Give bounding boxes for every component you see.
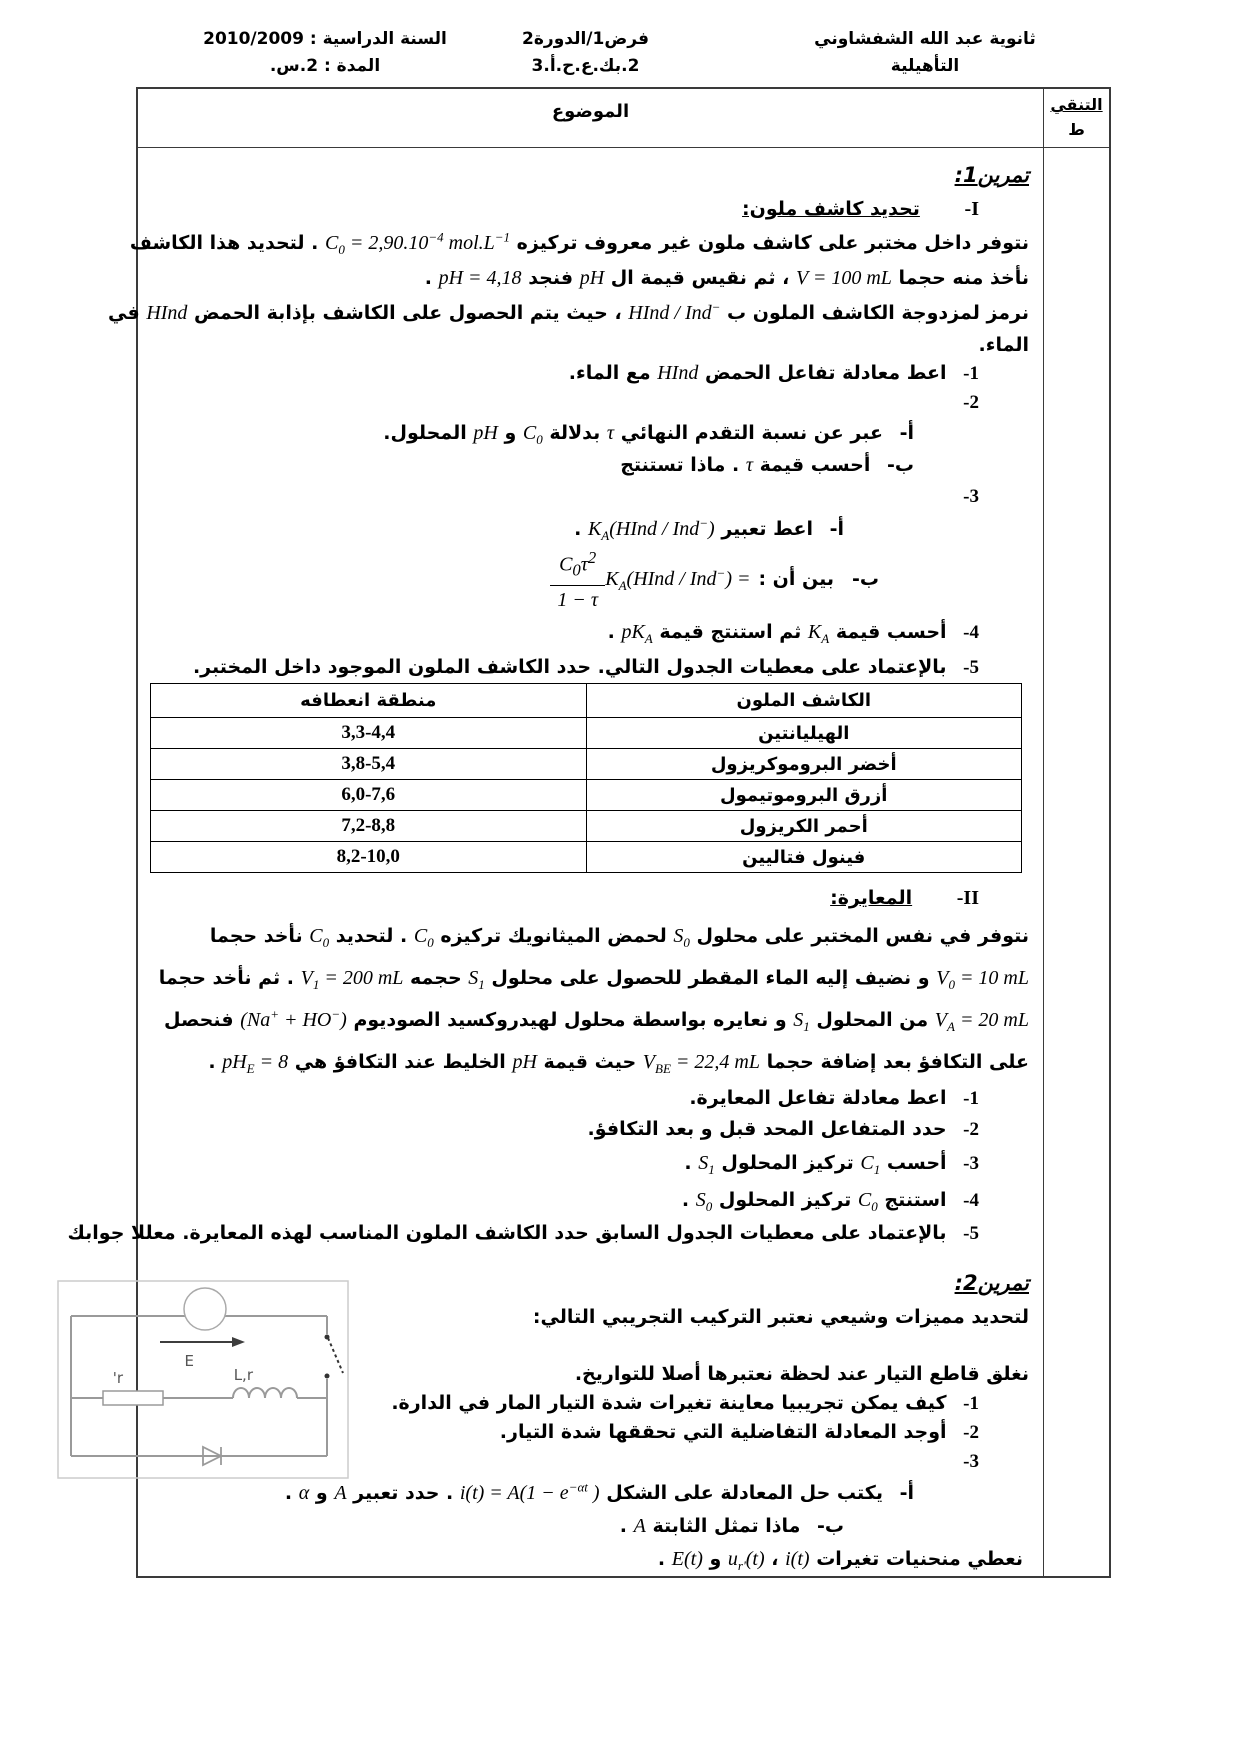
text: مع الماء. bbox=[568, 362, 651, 384]
ex1-question-2b bbox=[67, 449, 1029, 482]
math-ka-expression: $K_A(HInd / Ind^-)$ bbox=[587, 515, 715, 543]
item-marker: 3- bbox=[963, 1153, 979, 1174]
math-s1: $S_1$ bbox=[698, 1152, 715, 1177]
math-ph: pH bbox=[473, 422, 498, 444]
math-alpha: α bbox=[298, 1482, 310, 1504]
school-header bbox=[770, 26, 1080, 80]
text: فنحصل bbox=[164, 1009, 234, 1031]
ex1b-question-1 bbox=[67, 1083, 1029, 1114]
math-it: i(t) bbox=[785, 1548, 810, 1570]
text: . bbox=[681, 1189, 690, 1211]
frame-header-row bbox=[138, 89, 1109, 148]
ex1-paragraph-line2 bbox=[67, 261, 1029, 296]
section-II-title: المعايرة: bbox=[830, 887, 913, 909]
subitem-marker: ب- bbox=[817, 1515, 844, 1537]
subitem-marker: أ- bbox=[829, 518, 844, 540]
math-c0: $C_0$ bbox=[309, 925, 330, 950]
ex2-question-3b bbox=[67, 1510, 1029, 1542]
math-s0: $S_0$ bbox=[673, 925, 690, 950]
ex1b-paragraph-line3 bbox=[67, 999, 1029, 1041]
text: أحسب قيمة bbox=[835, 621, 947, 643]
table-row bbox=[151, 718, 1022, 749]
text: نتوفر في نفس المختبر على محلول bbox=[696, 925, 1029, 947]
indicator-name: الهيليانتين bbox=[586, 718, 1022, 749]
text: نرمز لمزدوجة الكاشف الملون ب bbox=[727, 302, 1029, 324]
ex2-paragraph-1: نغلق قاطع التيار عند لحظة نعتبرها أصلا للتواريخ. bbox=[574, 1363, 1029, 1385]
text: الخليط عند التكافؤ هي bbox=[294, 1051, 506, 1073]
text: لحمض الميثانويك تركيزه bbox=[440, 925, 667, 947]
section-I-number: I- bbox=[964, 198, 979, 220]
ex1-paragraph-line3 bbox=[67, 296, 1029, 331]
text: . bbox=[684, 1152, 692, 1174]
math-couple: HInd / Ind− bbox=[628, 299, 721, 324]
text: استنتج bbox=[884, 1189, 947, 1211]
math-ka: $K_A$ bbox=[807, 621, 830, 646]
text: نعطي منحنيات تغيرات bbox=[816, 1548, 1023, 1570]
exercise2-section bbox=[67, 1266, 1029, 1576]
item-marker: 4- bbox=[963, 622, 979, 643]
math-tau: τ bbox=[745, 454, 754, 476]
item-marker: 1- bbox=[963, 1088, 979, 1109]
year-header bbox=[185, 26, 465, 80]
ex1b-question-3 bbox=[67, 1145, 1029, 1182]
item-marker: 2- bbox=[963, 1422, 979, 1443]
text: كيف يمكن تجريبيا معاينة تغيرات شدة التيار المار في الدارة. bbox=[391, 1392, 947, 1414]
exam-header bbox=[468, 26, 703, 80]
subitem-marker: ب- bbox=[852, 568, 879, 590]
column-header-indicator: الكاشف الملون bbox=[586, 684, 1022, 718]
text: اعط معادلة تفاعل الحمض bbox=[704, 362, 947, 384]
indicator-range: 6,0-7,6 bbox=[151, 780, 587, 811]
exercise2-title-text: تمرين2: bbox=[954, 1271, 1029, 1295]
resistor-icon bbox=[103, 1391, 163, 1405]
text: ، حيث يتم الحصول على الكاشف بإذابة الحمض bbox=[194, 302, 622, 324]
exercise1-title bbox=[67, 158, 1029, 192]
grading-label-line2: ط bbox=[1068, 120, 1085, 139]
indicator-range: 7,2-8,8 bbox=[151, 811, 587, 842]
column-header-range: منطقة انعطافه bbox=[151, 684, 587, 718]
math-Et: E(t) bbox=[671, 1548, 703, 1570]
ex1-question-3a bbox=[67, 511, 1029, 547]
indicator-range: 3,3-4,4 bbox=[151, 718, 587, 749]
grading-column-header bbox=[1043, 89, 1109, 147]
text: . bbox=[619, 1515, 627, 1537]
fraction-numerator: $C_0\tau^2$ bbox=[550, 546, 605, 586]
ex1-question-2a bbox=[67, 417, 1029, 449]
math-A: A bbox=[334, 1482, 347, 1504]
ex1-paragraph-line4: الماء. bbox=[978, 334, 1029, 356]
exercise1-title-text: تمرين1: bbox=[954, 163, 1029, 187]
text: و bbox=[709, 1548, 722, 1570]
subject-column-body bbox=[53, 148, 1043, 1576]
math-c0: $C_0$ bbox=[857, 1189, 878, 1214]
math-hind: HInd bbox=[657, 362, 699, 384]
indicator-range: 8,2-10,0 bbox=[151, 842, 587, 873]
school-name-line2: التأهيلية bbox=[890, 56, 960, 76]
text: . bbox=[607, 621, 615, 643]
ex1b-paragraph-line4 bbox=[67, 1041, 1029, 1083]
text: . ماذا تستنتج bbox=[620, 454, 740, 476]
text: ، ثم نقيس قيمة ال bbox=[610, 267, 790, 289]
indicator-table bbox=[150, 683, 1022, 873]
text: أحسب bbox=[886, 1152, 947, 1174]
text: . لتحديد bbox=[335, 925, 408, 947]
ex1-question-4 bbox=[67, 611, 1029, 654]
math-urt: $u_{r'}(t)$ bbox=[727, 1548, 765, 1573]
ex1-question-1 bbox=[67, 359, 1029, 388]
subitem-marker: أ- bbox=[899, 1482, 914, 1504]
item-marker: 5- bbox=[963, 1223, 979, 1244]
school-name: ثانوية عبد الله الشفشاوني bbox=[814, 29, 1036, 49]
text: عبر عن نسبة التقدم النهائي bbox=[620, 422, 883, 444]
text: حجمه bbox=[410, 967, 462, 989]
text: اعط تعبير bbox=[721, 518, 813, 540]
ex1-question-5 bbox=[67, 654, 1029, 681]
math-ph: pH bbox=[579, 267, 605, 289]
math-s1: $S_1$ bbox=[468, 967, 485, 992]
text: . حدد تعبير bbox=[353, 1482, 454, 1504]
math-soda: (Na+ + HO−) bbox=[240, 1006, 347, 1031]
math-hind: HInd bbox=[146, 302, 188, 324]
indicator-range: 3,8-5,4 bbox=[151, 749, 587, 780]
math-ka-fraction bbox=[550, 546, 605, 612]
emf-label: E bbox=[184, 1352, 195, 1370]
table-header-row bbox=[151, 684, 1022, 718]
class-level: 2.بك.ع.ح.أ.3 bbox=[531, 56, 640, 76]
school-year: السنة الدراسية : 2010/2009 bbox=[203, 29, 447, 49]
math-volume: V = 100 mL bbox=[795, 267, 892, 289]
circuit-diagram bbox=[57, 1280, 349, 1480]
inductor-icon bbox=[233, 1388, 297, 1398]
text: . لتحديد هذا الكاشف bbox=[129, 232, 319, 254]
math-s1: $S_1$ bbox=[793, 1009, 810, 1034]
text: أحسب قيمة bbox=[759, 454, 871, 476]
math-vbe: $V_{BE} = 22,4$ mL bbox=[642, 1051, 760, 1076]
ex2-question-3a bbox=[67, 1476, 1029, 1510]
section-II-heading bbox=[67, 881, 1029, 915]
item-marker: 1- bbox=[963, 363, 979, 384]
item-marker: 2- bbox=[963, 1119, 979, 1140]
duration: المدة : 2.س. bbox=[269, 56, 381, 76]
ex1b-paragraph-line1 bbox=[67, 915, 1029, 957]
ex1-question-3 bbox=[67, 482, 1029, 511]
math-ph: pH bbox=[512, 1051, 537, 1073]
generator-icon bbox=[184, 1288, 226, 1330]
math-pka: $pK_A$ bbox=[621, 621, 653, 646]
grading-label-line1: التنقي bbox=[1050, 95, 1103, 114]
item-marker: 4- bbox=[963, 1190, 979, 1211]
item-marker: 2- bbox=[963, 392, 979, 413]
math-phe: $pH_E = 8$ bbox=[222, 1051, 289, 1076]
grading-column-body bbox=[1043, 148, 1109, 1576]
item-marker: 3- bbox=[963, 1451, 979, 1472]
text: نأخد حجما bbox=[209, 925, 303, 947]
text: فنجد bbox=[528, 267, 574, 289]
emf-arrowhead bbox=[232, 1337, 245, 1347]
text: بالإعتماد على معطيات الجدول السابق حدد الكاشف الملون المناسب لهذه المعايرة. معللا جوابك bbox=[67, 1222, 947, 1244]
subject-column-header: الموضوع bbox=[551, 101, 630, 122]
text: بين أن : bbox=[758, 568, 835, 590]
fraction-denominator: 1 − τ bbox=[557, 588, 598, 611]
math-c0: $C_0$ bbox=[413, 925, 434, 950]
text: في bbox=[108, 302, 140, 324]
ex1-question-3b bbox=[67, 547, 1029, 611]
text: ماذا تمثل الثابتة bbox=[652, 1515, 801, 1537]
text: بدلالة bbox=[549, 422, 601, 444]
ex1b-paragraph-line2 bbox=[67, 957, 1029, 999]
ex1b-question-4 bbox=[67, 1182, 1029, 1219]
ex1-question-2 bbox=[67, 388, 1029, 417]
text: حيث قيمة bbox=[543, 1051, 637, 1073]
table-row bbox=[151, 749, 1022, 780]
ex2-closing-line bbox=[67, 1542, 1029, 1576]
math-ka-lhs: $K_A(HInd / Ind^-)$ = bbox=[605, 564, 751, 593]
item-marker: 5- bbox=[963, 657, 979, 678]
math-tau: τ bbox=[606, 422, 615, 444]
resistor-label: r' bbox=[113, 1369, 124, 1387]
indicator-name: أحمر الكريزول bbox=[586, 811, 1022, 842]
main-frame bbox=[67, 87, 1111, 1578]
text: يكتب حل المعادلة على الشكل bbox=[606, 1482, 883, 1504]
section-I-title: تحديد كاشف ملون: bbox=[742, 198, 920, 220]
section-II-number: II- bbox=[956, 887, 979, 909]
text: ثم استنتج قيمة bbox=[659, 621, 802, 643]
math-A: A bbox=[633, 1515, 646, 1537]
text: . ثم نأخد حجما bbox=[158, 967, 294, 989]
math-current-solution: $i(t) = A(1 - e^{-\alpha t}$ ) bbox=[459, 1479, 600, 1504]
frame-body-row bbox=[67, 148, 1109, 1576]
exam-title: فرض1/الدورة2 bbox=[522, 29, 649, 49]
text: من المحلول bbox=[816, 1009, 929, 1031]
item-marker: 1- bbox=[963, 1393, 979, 1414]
ex1-paragraph-line1 bbox=[67, 226, 1029, 261]
text: نتوفر داخل مختبر على كاشف ملون غير معروف تركيزه bbox=[516, 232, 1029, 254]
math-c1: $C_1$ bbox=[860, 1152, 881, 1177]
indicator-name: أخضر البروموكريزول bbox=[586, 749, 1022, 780]
math-v0: $V_0 = 10$ mL bbox=[936, 967, 1029, 992]
text: و bbox=[315, 1482, 328, 1504]
text: على التكافؤ بعد إضافة حجما bbox=[766, 1051, 1029, 1073]
table-row bbox=[151, 811, 1022, 842]
text: ، bbox=[771, 1548, 779, 1570]
math-ph-value: pH = 4,18 bbox=[438, 267, 522, 289]
text: حدد المتفاعل المحد قبل و بعد التكافؤ. bbox=[587, 1118, 947, 1140]
text: . bbox=[424, 267, 432, 289]
text: المحلول. bbox=[383, 422, 467, 444]
ex1b-question-2 bbox=[67, 1114, 1029, 1145]
text: و نضيف إليه الماء المقطر للحصول على محلول bbox=[491, 967, 930, 989]
text: . bbox=[574, 518, 582, 540]
switch-blade-icon bbox=[328, 1338, 343, 1373]
math-c0-concentration: $C_0 = 2,90.10^{-4}$ $mol.L^{-1}$ bbox=[325, 229, 511, 257]
math-va: $V_A = 20$ mL bbox=[934, 1009, 1029, 1034]
ex1b-question-5 bbox=[67, 1219, 1029, 1248]
ex2-intro: لتحديد مميزات وشيعي نعتبر التركيب التجريبي التالي: bbox=[532, 1306, 1029, 1328]
text: أوجد المعادلة التفاضلية التي تحققها شدة التيار. bbox=[499, 1421, 947, 1443]
text: نأخذ منه حجما bbox=[898, 267, 1029, 289]
text: . bbox=[208, 1051, 216, 1073]
text: و نعايره بواسطة محلول لهيدروكسيد الصوديوم bbox=[353, 1009, 787, 1031]
section-I-heading bbox=[67, 192, 1029, 226]
text: اعط معادلة تفاعل المعايرة. bbox=[689, 1087, 947, 1109]
math-v1: $V_1 = 200$ mL bbox=[300, 967, 404, 992]
item-marker: 3- bbox=[963, 486, 979, 507]
inductor-label: L,r bbox=[234, 1366, 254, 1384]
math-s0: $S_0$ bbox=[695, 1189, 713, 1214]
text: و bbox=[504, 422, 517, 444]
subitem-marker: ب- bbox=[887, 454, 914, 476]
text: تركيز المحلول bbox=[721, 1152, 854, 1174]
indicator-name: فينول فتاليين bbox=[586, 842, 1022, 873]
text: بالإعتماد على معطيات الجدول التالي. حدد الكاشف الملون الموجود داخل المختبر. bbox=[192, 656, 947, 678]
indicator-name: أزرق البروموتيمول bbox=[586, 780, 1022, 811]
text: . bbox=[284, 1482, 293, 1504]
text: تركيز المحلول bbox=[718, 1189, 852, 1211]
table-row bbox=[151, 842, 1022, 873]
subitem-marker: أ- bbox=[899, 422, 914, 444]
table-row bbox=[151, 780, 1022, 811]
math-c0: $C_0$ bbox=[522, 422, 543, 447]
switch-contact-bottom bbox=[325, 1374, 330, 1379]
text: . bbox=[657, 1548, 666, 1570]
